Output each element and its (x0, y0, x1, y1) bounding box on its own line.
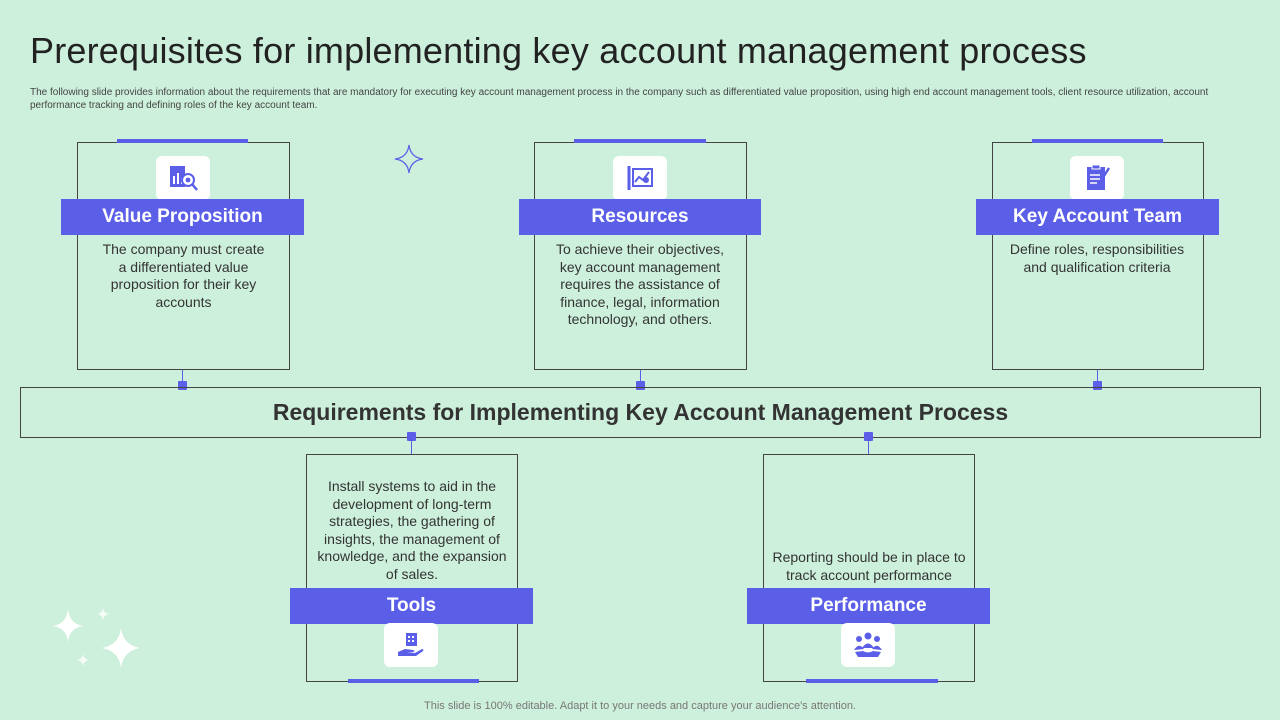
resources-icon-box (613, 156, 667, 200)
sparkle-cluster-icon (48, 604, 148, 674)
tools-text: Install systems to aid in the development of long-term strategies, the gathering of insights, the management of knowledge, and the expansion of sales. (317, 478, 507, 582)
value-proposition-title: Value Proposition (61, 199, 304, 235)
performance-text: Reporting should be in place to track account performance (772, 549, 966, 583)
performance-icon-box (841, 623, 895, 667)
team-hands-icon (851, 630, 885, 660)
value-chart-icon (166, 163, 200, 193)
resources-icon (624, 163, 656, 193)
page-title: Prerequisites for implementing key account management process (30, 30, 1087, 71)
key-account-team-icon-box (1070, 156, 1124, 200)
tools-title: Tools (290, 588, 533, 624)
value-proposition-icon-box (156, 156, 210, 200)
resources-accent-bar (574, 139, 706, 143)
performance-title: Performance (747, 588, 990, 624)
value-proposition-accent-bar (117, 139, 248, 143)
clipboard-icon (1082, 163, 1112, 193)
sparkle-icon (394, 144, 424, 174)
resources-title: Resources (519, 199, 761, 235)
value-proposition-text: The company must create a differentiated value proposition for their key accounts (102, 241, 265, 310)
connector-line (411, 438, 412, 455)
resources-text: To achieve their objectives, key account management requires the assistance of finance, legal, information technology, and others. (555, 241, 725, 328)
key-account-team-text: Define roles, responsibilities and qualification criteria (1009, 241, 1185, 275)
performance-accent-bar (806, 679, 938, 683)
footer-note: This slide is 100% editable. Adapt it to your needs and capture your audience's attention. (424, 700, 856, 712)
key-account-team-title: Key Account Team (976, 199, 1219, 235)
connector-line (868, 438, 869, 455)
tools-accent-bar (348, 679, 479, 683)
central-requirements-box: Requirements for Implementing Key Account Management Process (20, 387, 1261, 438)
tools-icon-box (384, 623, 438, 667)
hand-tools-icon (395, 630, 427, 660)
page-subtitle: The following slide provides information about the requirements that are mandatory for executing key account management process in the company such as differentiated value proposition, using high end account management tools, client resource utilization, account performance tracking and defining roles of the key account team. (30, 87, 1209, 111)
key-account-team-accent-bar (1032, 139, 1163, 143)
